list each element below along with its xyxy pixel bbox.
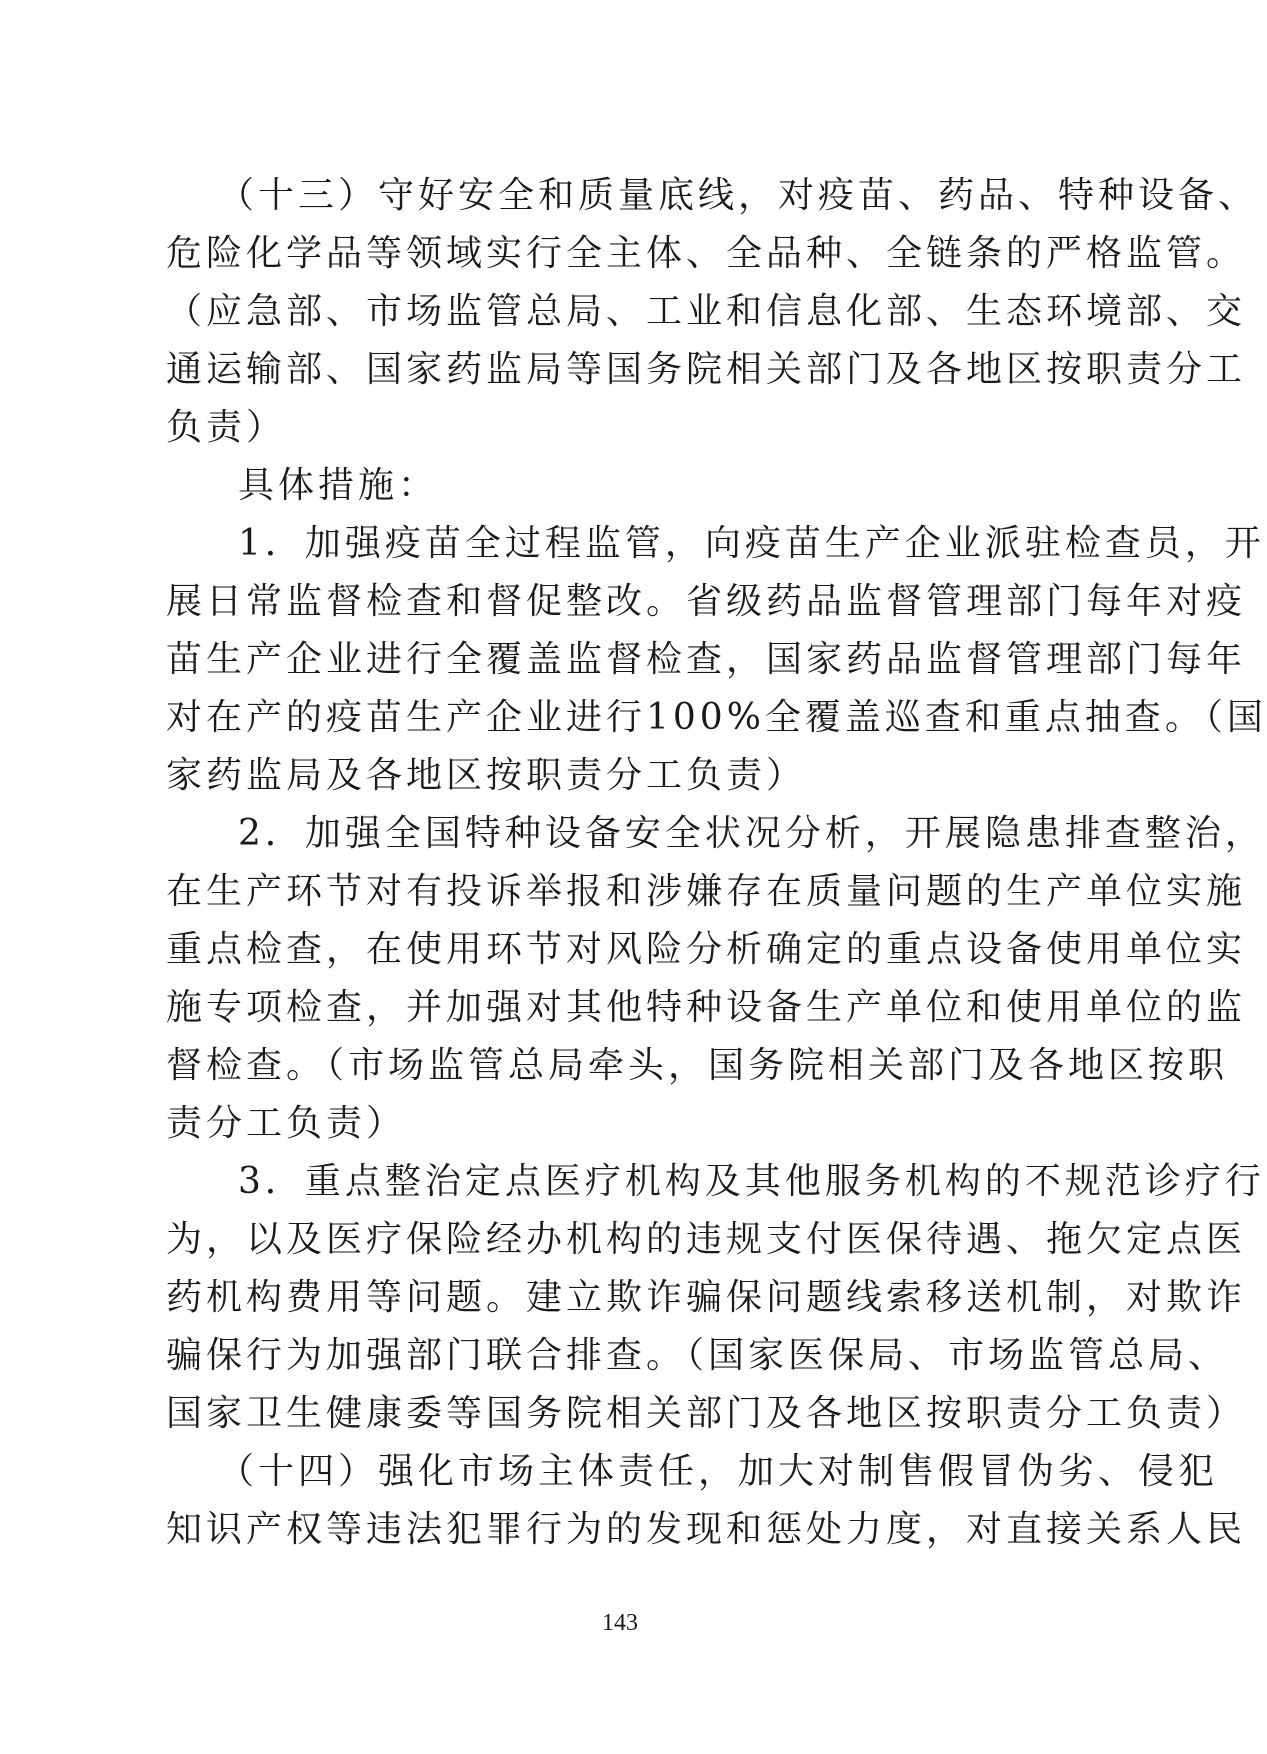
text-line-24: 知识产权等违法犯罪行为的发现和惩处力度，对直接关系人民 — [166, 1509, 1247, 1550]
text-line-13: 在生产环节对有投诉举报和涉嫌存在质量问题的生产单位实施 — [166, 871, 1247, 912]
page-number: 143 — [602, 1610, 638, 1636]
text-line-4: 通运输部、国家药监局等国务院相关部门及各地区按职责分工 — [166, 349, 1247, 390]
text-line-16: 督检查。（市场监管总局牵头，国务院相关部门及各地区按职 — [166, 1045, 1229, 1086]
text-line-5: 负责） — [166, 407, 287, 448]
section-heading-specific-measures: 具体措施： — [238, 465, 439, 506]
text-line-2: 危险化学品等领域实行全主体、全品种、全链条的严格监管。 — [166, 233, 1247, 274]
text-line-10: 对在产的疫苗生产企业进行100%全覆盖巡查和重点抽查。（国 — [166, 697, 1267, 738]
text-line-19: 为，以及医疗保险经办机构的违规支付医保待遇、拖欠定点医 — [166, 1219, 1247, 1260]
text-line-17: 责分工负责） — [166, 1103, 407, 1144]
text-line-11: 家药监局及各地区按职责分工负责） — [166, 755, 807, 796]
text-line-15: 施专项检查，并加强对其他特种设备生产单位和使用单位的监 — [166, 987, 1247, 1028]
text-line-23: （十四）强化市场主体责任，加大对制售假冒伪劣、侵犯 — [218, 1451, 1219, 1492]
text-line-12: 2．加强全国特种设备安全状况分析，开展隐患排查整治， — [238, 813, 1265, 854]
text-line-7: 1．加强疫苗全过程监管，向疫苗生产企业派驻检查员，开 — [238, 523, 1265, 564]
text-line-22: 国家卫生健康委等国务院相关部门及各地区按职责分工负责） — [166, 1393, 1247, 1434]
text-line-18: 3．重点整治定点医疗机构及其他服务机构的不规范诊疗行 — [238, 1161, 1265, 1202]
text-line-8: 展日常监督检查和督促整改。省级药品监督管理部门每年对疫 — [166, 581, 1247, 622]
text-line-20: 药机构费用等问题。建立欺诈骗保问题线索移送机制，对欺诈 — [166, 1277, 1247, 1318]
text-line-3: （应急部、市场监管总局、工业和信息化部、生态环境部、交 — [166, 291, 1247, 332]
text-line-21: 骗保行为加强部门联合排查。（国家医保局、市场监管总局、 — [166, 1335, 1229, 1376]
text-line-9: 苗生产企业进行全覆盖监督检查，国家药品监督管理部门每年 — [166, 639, 1247, 680]
text-line-14: 重点检查，在使用环节对风险分析确定的重点设备使用单位实 — [166, 929, 1247, 970]
text-line-1: （十三）守好安全和质量底线，对疫苗、药品、特种设备、 — [218, 175, 1259, 216]
